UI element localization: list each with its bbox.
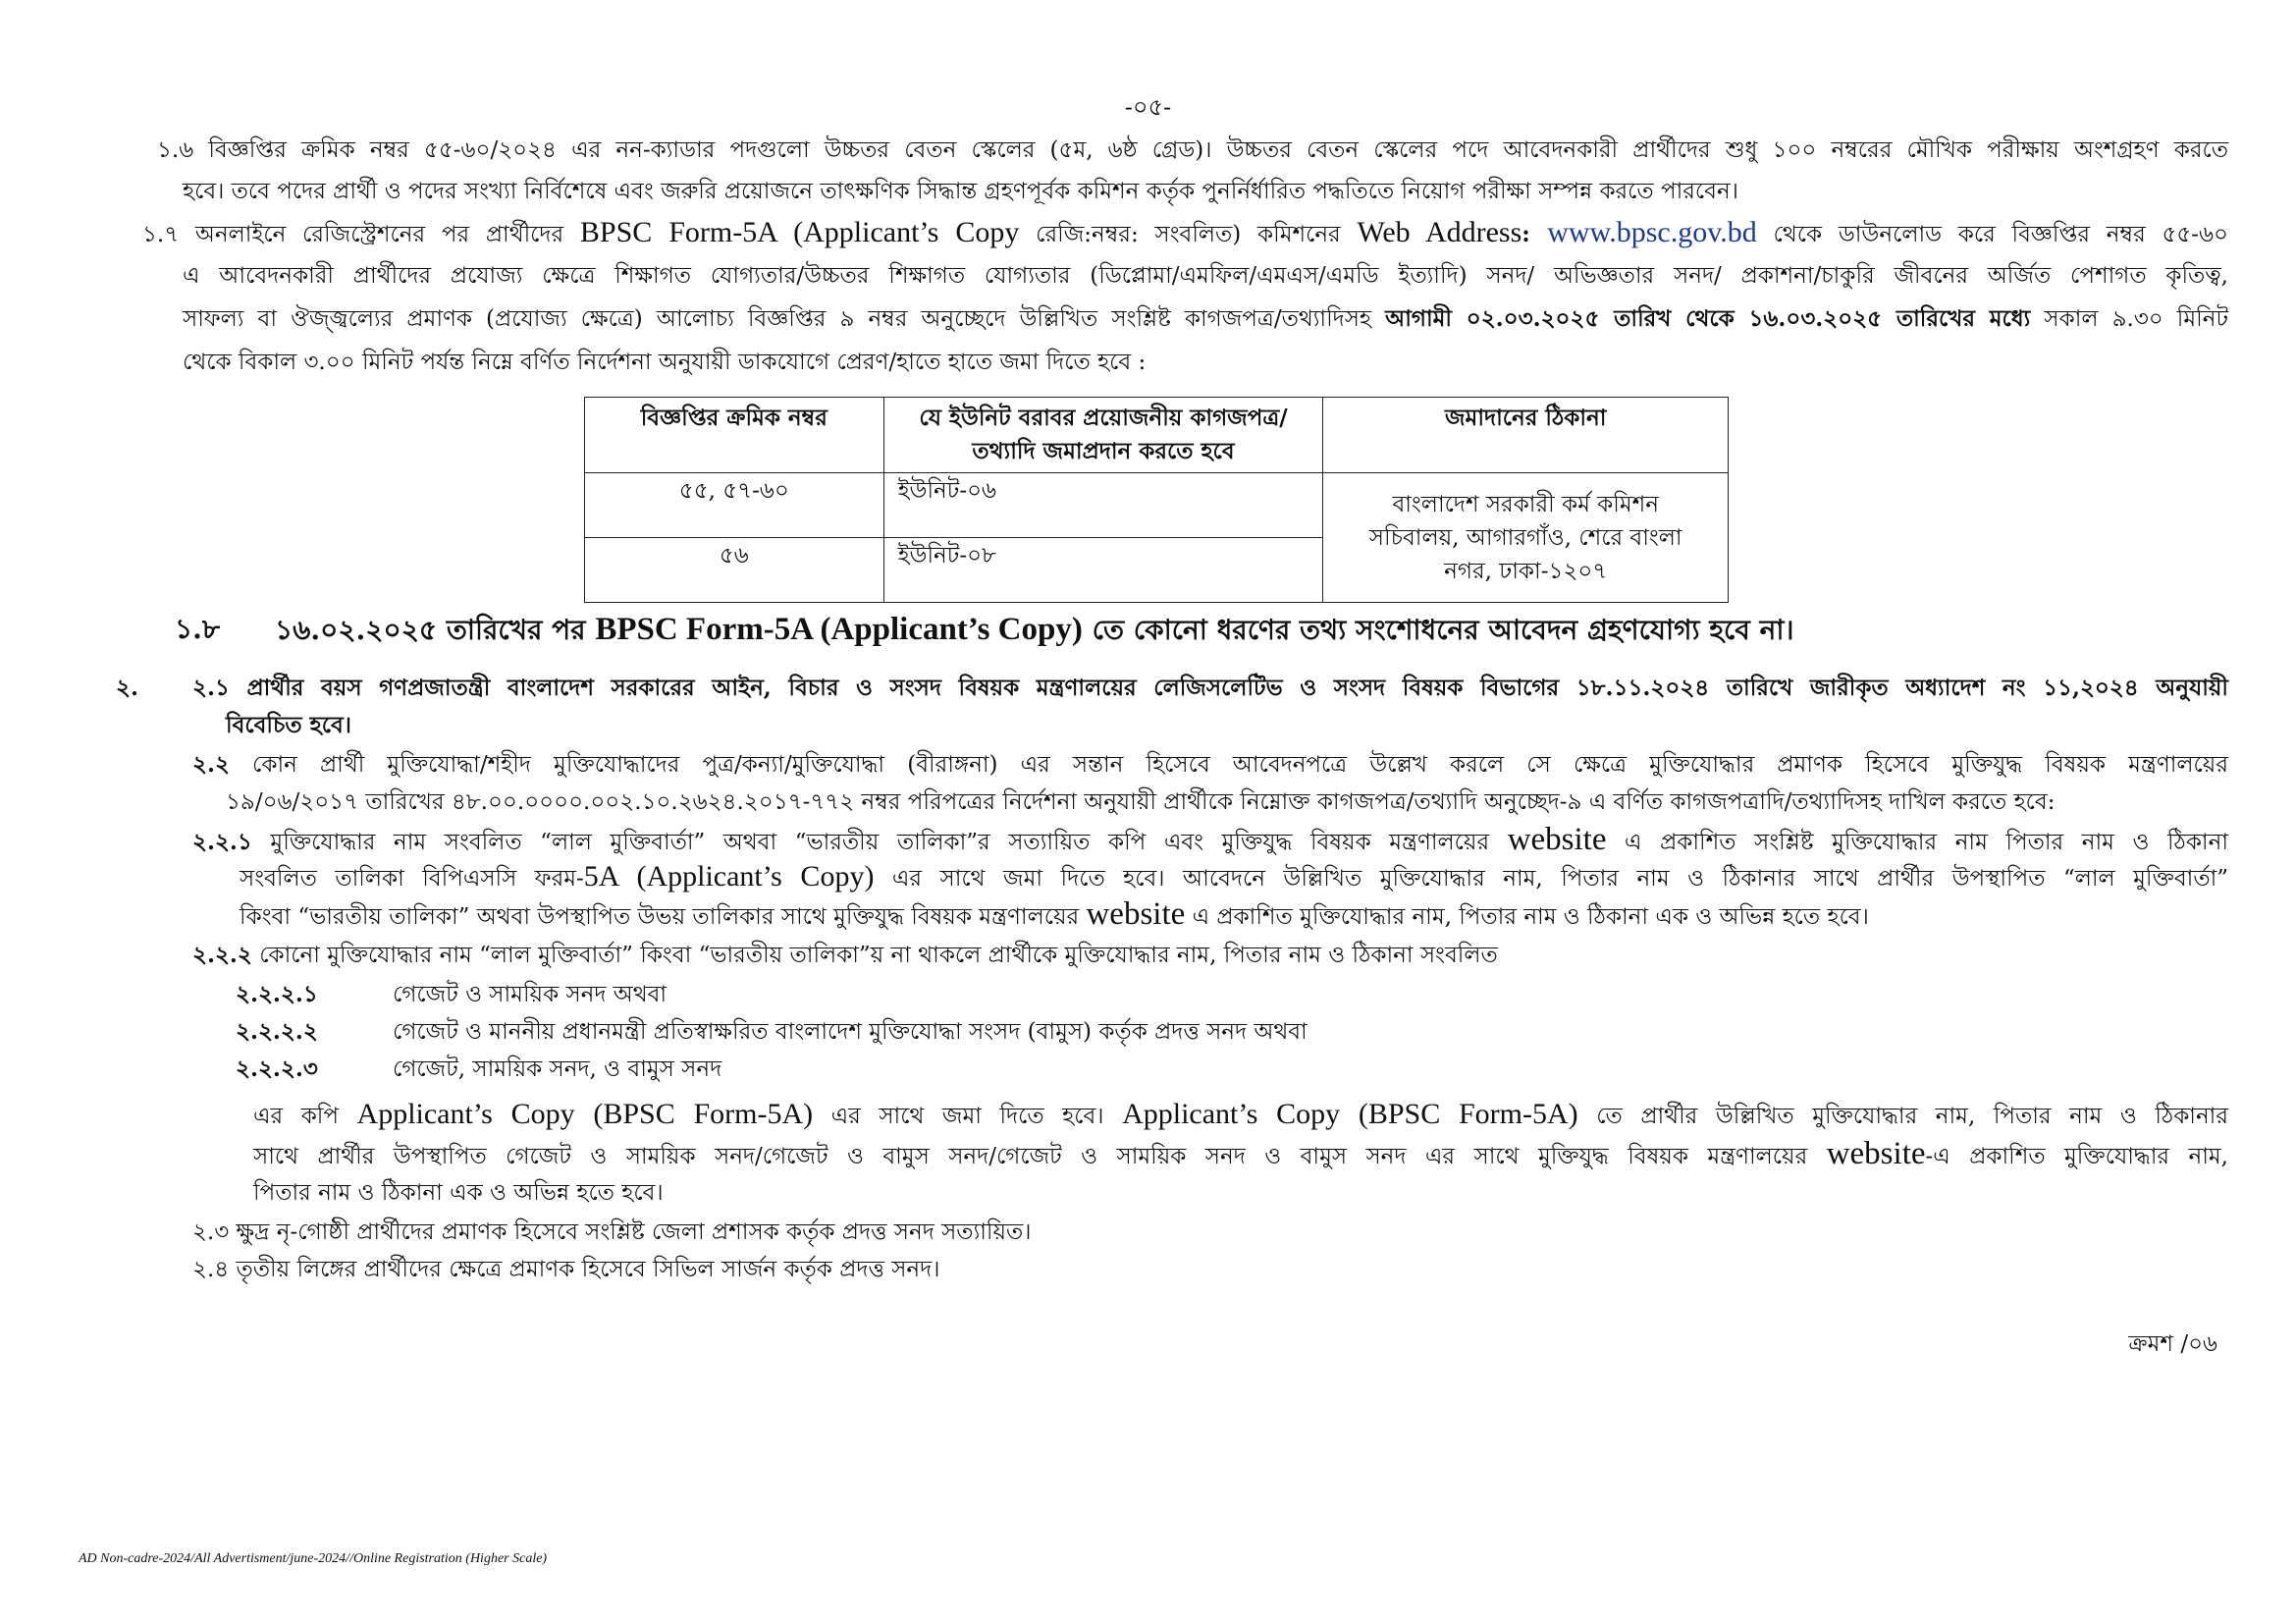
para-1-7-text: সকাল ৯.৩০ মিনিট xyxy=(2030,306,2228,332)
para-1-6-line-1: ১.৬ বিজ্ঞপ্তির ক্রমিক নম্বর ৫৫-৬০/২০২৪ এর নন-ক্যাডার পদগুলো উচ্চতর বেতন স্কেলের (৫ম, ৬ষ্ঠ গ্রেড)। উচ্চতর বেতন স্কেলের পদে আবেদনকারী প্রার্থীদের শুধু ১০০ নম্বরের মৌখিক পরীক্ষায় অংশগ্রহণ করতে xyxy=(157,137,2228,163)
copy-text: তে প্রার্থীর উল্লিখিত মুক্তিযোদ্ধার নাম, পিতার নাম ও ঠিকানার xyxy=(1577,1104,2229,1129)
submission-address: বাংলাদেশ সরকারী কর্ম কমিশন সচিবালয়, আগারগাঁও, শেরে বাংলা নগর, ঢাকা-১২০৭ xyxy=(1323,473,1729,603)
para-2-2-number: ২.২ xyxy=(192,751,230,778)
para-2-2-1-line-2 xyxy=(240,860,2228,895)
table-header-row xyxy=(585,398,1729,473)
para-2-2-1-text: সংবলিত তালিকা বিপিএসসি ফরম- xyxy=(240,866,584,892)
sub-item-text: গেজেট ও সাময়িক সনদ অথবা xyxy=(393,982,667,1007)
web-address-label: Web Address xyxy=(1357,216,1522,248)
website-word: website xyxy=(1086,896,1186,932)
copy-line-3: পিতার নাম ও ঠিকানা এক ও অভিন্ন হতে হবে। xyxy=(253,1180,664,1206)
footer-path: AD Non-cadre-2024/All Advertisment/june-2024//Online Registration (Higher Scale) xyxy=(79,1551,548,1566)
website-word: website xyxy=(1507,822,1607,857)
row-unit: ইউনিট-০৮ xyxy=(883,538,1323,603)
para-2-2-2 xyxy=(192,939,1498,972)
form-name: Applicant’s Copy (BPSC Form-5A) xyxy=(356,1098,814,1130)
colon: : xyxy=(1522,221,1548,247)
copy-line-1 xyxy=(253,1098,2228,1133)
para-1-7-text: সাফল্য বা ঔজ্জ্বল্যের প্রমাণক (প্রযোজ্য ক্ষেত্রে) আলোচ্য বিজ্ঞপ্তির ৯ নম্বর অনুচ্ছেদে উল্লিখিত সংশ্লিষ্ট কাগজপত্র/তথ্যাদিসহ xyxy=(183,306,1386,332)
para-1-7-text: রেজি:নম্বর: সংবলিত) কমিশনের xyxy=(1019,222,1358,247)
sub-item-number: ২.২.২.১ xyxy=(236,981,318,1007)
para-2-1-line-2: বিবেচিত হবে। xyxy=(226,712,352,738)
para-2-4: ২.৪ তৃতীয় লিঙ্গের প্রার্থীদের ক্ষেত্রে প্রমাণক হিসেবে সিভিল সার্জন কর্তৃক প্রদত্ত সনদ। xyxy=(192,1257,940,1282)
header-unit: যে ইউনিট বরাবর প্রয়োজনীয় কাগজপত্র/তথ্যাদি জমাপ্রদান করতে হবে xyxy=(883,398,1323,473)
form-name: Applicant’s Copy (BPSC Form-5A) xyxy=(1122,1098,1578,1130)
copy-text: এর কপি xyxy=(253,1104,357,1129)
header-address: জমাদানের ঠিকানা xyxy=(1323,398,1729,473)
copy-text: -এ প্রকাশিত মুক্তিযোদ্ধার নাম, xyxy=(1925,1144,2228,1169)
para-1-8-number: ১.৮ xyxy=(175,613,221,645)
row-serial: ৫৫, ৫৭-৬০ xyxy=(585,473,884,538)
section-2-number: ২. xyxy=(116,675,138,701)
sub-item-number: ২.২.২.৩ xyxy=(236,1056,318,1082)
para-1-6-line-2: হবে। তবে পদের প্রার্থী ও পদের সংখ্যা নির্বিশেষে এবং জরুরি প্রয়োজনে তাৎক্ষণিক সিদ্ধান্ত গ্রহণপূর্বক কমিশন কর্তৃক পুনর্নির্ধারিত পদ্ধতিতে নিয়োগ পরীক্ষা সম্পন্ন করতে পারবেন। xyxy=(183,179,1738,204)
para-1-7-line-1 xyxy=(142,216,2228,251)
row-unit: ইউনিট-০৬ xyxy=(883,473,1323,538)
para-2-2-1-line-1 xyxy=(192,823,2228,859)
para-1-7-text: থেকে ডাউনলোড করে বিজ্ঞপ্তির নম্বর ৫৫-৬০ xyxy=(1756,222,2228,247)
para-1-8-text: ১৬.০২.২০২৫ তারিখের পর xyxy=(275,614,596,646)
para-2-2-1-text: এ প্রকাশিত সংশ্লিষ্ট মুক্তিযোদ্ধার নাম পিতার নাম ও ঠিকানা xyxy=(1606,830,2229,855)
row-serial: ৫৬ xyxy=(585,538,884,603)
sub-item-text: গেজেট, সাময়িক সনদ, ও বামুস সনদ xyxy=(393,1056,722,1082)
para-2-2-line-2: ১৯/০৬/২০১৭ তারিখের ৪৮.০০.০০০০.০০২.১০.২৬২৪.২০১৭-৭৭২ নম্বর পরিপত্রের নির্দেশনা অনুযায়ী প্রার্থীকে নিম্নোক্ত কাগজপত্র/তথ্যাদি অনুচ্ছেদ-৯ এ বর্ণিত কাগজপত্রাদি/তথ্যাদিসহ দাখিল করতে হবে: xyxy=(226,789,2056,815)
continued-marker: ক্রমশ /০৬ xyxy=(2128,1331,2217,1357)
form-name: 5A (Applicant’s Copy) xyxy=(583,860,875,893)
para-2-1-line-1: ২.১ প্রার্থীর বয়স গণপ্রজাতন্ত্রী বাংলাদেশ সরকারের আইন, বিচার ও সংসদ বিষয়ক মন্ত্রণালয়ের লেজিসলেটিভ ও সংসদ বিষয়ক বিভাগের ১৮.১১.২০২৪ তারিখে জারীকৃত অধ্যাদেশ নং ১১,২০২৪ অনুযায়ী xyxy=(192,675,2228,701)
para-2-2-text: কোন প্রার্থী মুক্তিযোদ্ধা/শহীদ মুক্তিযোদ্ধাদের পুত্র/কন্যা/মুক্তিযোদ্ধা (বীরাঙ্গনা) এর সন্তান হিসেবে আবেদনপত্রে উল্লেখ করলে সে ক্ষেত্রে মুক্তিযোদ্ধার প্রমাণক হিসেবে মুক্তিযুদ্ধ বিষয়ক মন্ত্রণালয়ের xyxy=(229,752,2228,778)
table-row xyxy=(585,473,1729,538)
submission-dates: আগামী ০২.০৩.২০২৫ তারিখ থেকে ১৬.০৩.২০২৫ তারিখের মধ্যে xyxy=(1385,305,2031,332)
submission-table xyxy=(584,397,1729,603)
para-2-2-1-text: এ প্রকাশিত মুক্তিযোদ্ধার নাম, পিতার নাম ও ঠিকানা এক ও অভিন্ন হতে হবে। xyxy=(1185,904,1869,930)
para-1-7-line-4: থেকে বিকাল ৩.০০ মিনিট পর্যন্ত নিম্নে বর্ণিত নির্দেশনা অনুযায়ী ডাকযোগে প্রেরণ/হাতে হাতে জমা দিতে হবে : xyxy=(183,350,1147,375)
page-number: -০৫- xyxy=(1124,93,1172,121)
para-1-7-line-3 xyxy=(183,302,2228,336)
form-name: BPSC Form-5A (Applicant’s Copy) xyxy=(595,612,1083,647)
para-2-2-1-number: ২.২.১ xyxy=(192,829,252,855)
website-word: website xyxy=(1826,1136,1926,1171)
para-2-2-line-1 xyxy=(192,748,2228,782)
para-2-2-1-text: মুক্তিযোদ্ধার নাম সংবলিত “লাল মুক্তিবার্তা” অথবা “ভারতীয় তালিকা”র সত্যায়িত কপি এবং মুক্তিযুদ্ধ বিষয়ক মন্ত্রণালয়ের xyxy=(251,830,1508,855)
para-2-2-1-text: এর সাথে জমা দিতে হবে। আবেদনে উল্লিখিত মুক্তিযোদ্ধার নাম, পিতার নাম ও ঠিকানার সাথে প্রার্থীর উপস্থাপিত “লাল মুক্তিবার্তা” xyxy=(874,866,2229,892)
bpsc-website-link[interactable]: www.bpsc.gov.bd xyxy=(1547,216,1757,248)
copy-line-2 xyxy=(253,1137,2228,1173)
sub-item-number: ২.২.২.২ xyxy=(236,1018,318,1045)
copy-text: এর সাথে জমা দিতে হবে। xyxy=(813,1104,1123,1129)
copy-text: সাথে প্রার্থীর উপস্থাপিত গেজেট ও সাময়িক সনদ/গেজেট ও বামুস সনদ/গেজেট ও সাময়িক সনদ ও বামুস সনদ এর সাথে মুক্তিযুদ্ধ বিষয়ক মন্ত্রণালয়ের xyxy=(253,1144,1827,1169)
header-serial: বিজ্ঞপ্তির ক্রমিক নম্বর xyxy=(585,398,884,473)
para-2-3: ২.৩ ক্ষুদ্র নৃ-গোষ্ঠী প্রার্থীদের প্রমাণক হিসেবে সংশ্লিষ্ট জেলা প্রশাসক কর্তৃক প্রদত্ত সনদ সত্যায়িত। xyxy=(192,1219,1032,1245)
para-1-7-line-2: এ আবেদনকারী প্রার্থীদের প্রযোজ্য ক্ষেত্রে শিক্ষাগত যোগ্যতার/উচ্চতর শিক্ষাগত যোগ্যতার (ডিপ্লোমা/এমফিল/এমএস/এমডি ইত্যাদি) সনদ/ অভিজ্ঞতার সনদ/ প্রকাশনা/চাকুরি জীবনের অর্জিত পেশাগত কৃতিত্ব, xyxy=(183,263,2228,289)
para-1-8-text: তে কোনো ধরণের তথ্য সংশোধনের আবেদন গ্রহণযোগ্য হবে না। xyxy=(1082,614,1794,646)
para-2-2-2-text: কোনো মুক্তিযোদ্ধার নাম “লাল মুক্তিবার্তা” কিংবা “ভারতীয় তালিকা”য় না থাকলে প্রার্থীকে মুক্তিযোদ্ধার নাম, পিতার নাম ও ঠিকানা সংবলিত xyxy=(251,943,1498,968)
para-2-2-2-number: ২.২.২ xyxy=(192,942,252,968)
para-2-2-1-line-3 xyxy=(240,897,1869,934)
para-1-7-text: ১.৭ অনলাইনে রেজিস্ট্রেশনের পর প্রার্থীদের xyxy=(142,222,580,247)
form-name: BPSC Form-5A (Applicant’s Copy xyxy=(579,216,1020,248)
para-1-8 xyxy=(275,613,1793,647)
para-2-2-1-text: কিংবা “ভারতীয় তালিকা” অথবা উপস্থাপিত উভয় তালিকার সাথে মুক্তিযুদ্ধ বিষয়ক মন্ত্রণালয়ের xyxy=(240,904,1087,930)
sub-item-text: গেজেট ও মাননীয় প্রধানমন্ত্রী প্রতিস্বাক্ষরিত বাংলাদেশ মুক্তিযোদ্ধা সংসদ (বামুস) কর্তৃক প্রদত্ত সনদ অথবা xyxy=(393,1019,1308,1045)
